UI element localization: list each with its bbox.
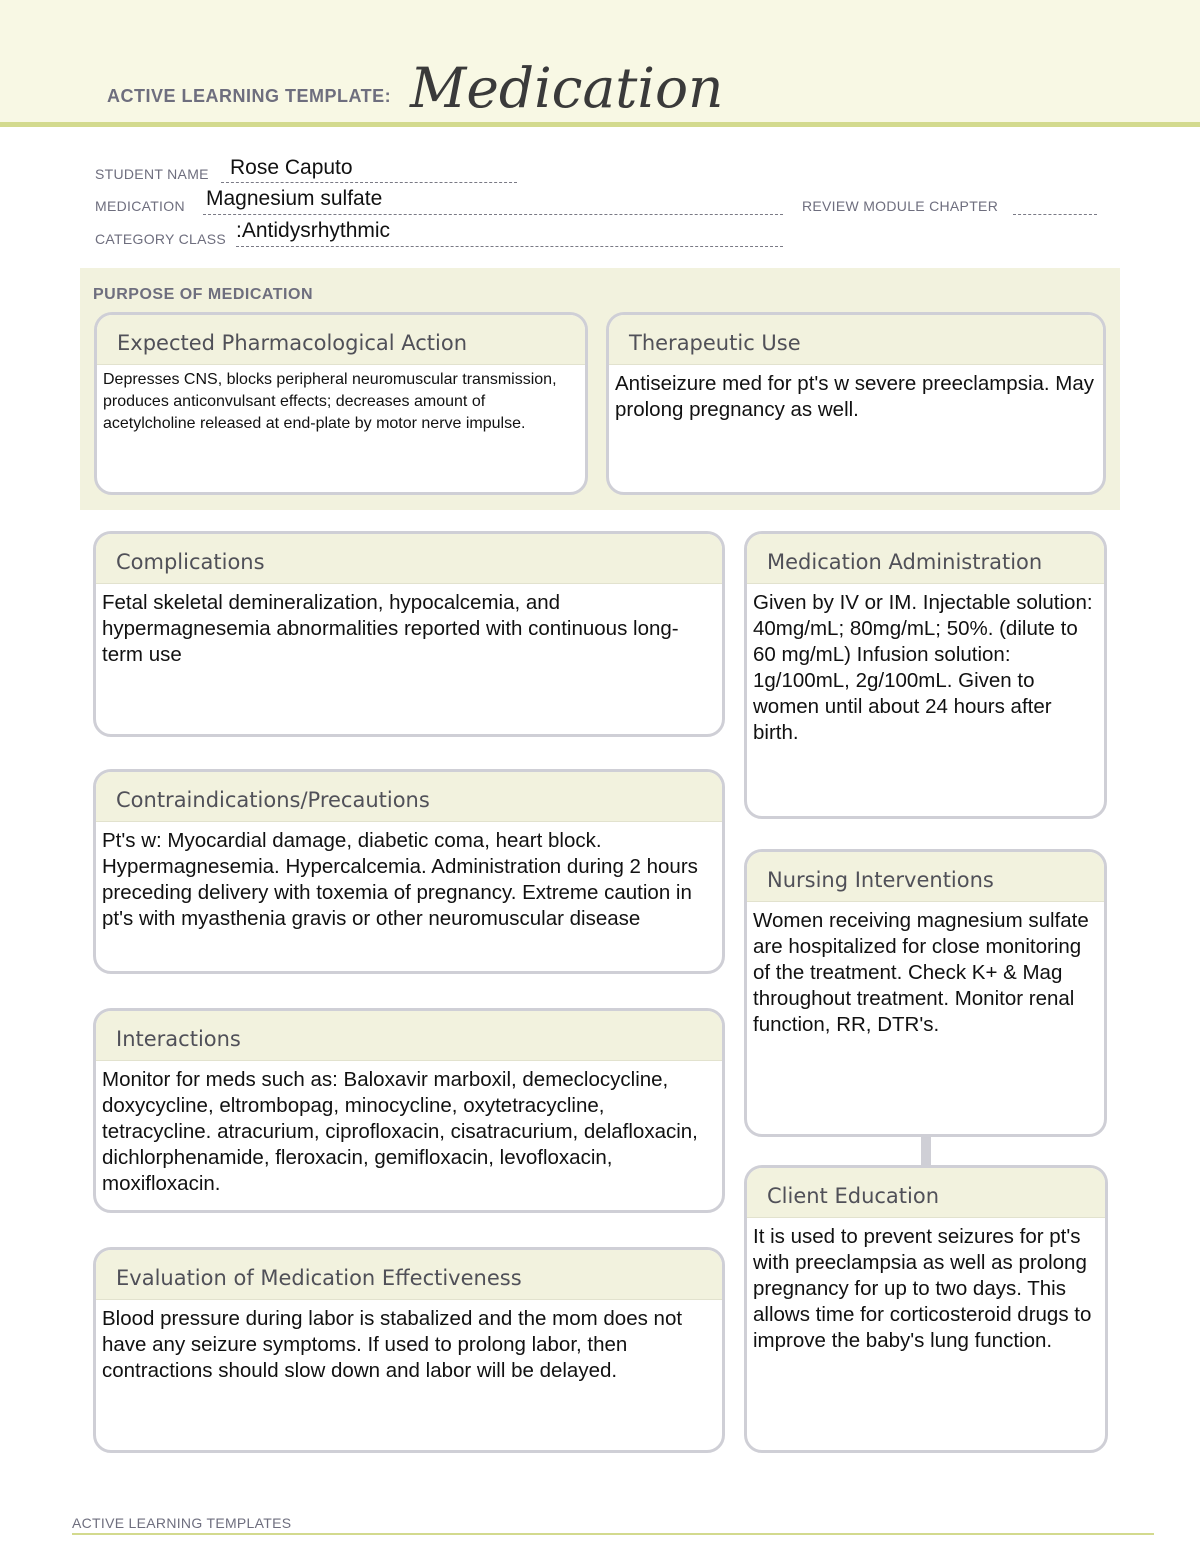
header-divider [0, 122, 1200, 127]
page-title: Medication [410, 56, 724, 120]
interactions-title: Interactions [96, 1011, 722, 1061]
review-module-label: REVIEW MODULE CHAPTER [802, 198, 999, 214]
client-education-text[interactable]: It is used to prevent seizures for pt's with preeclampsia as well as prolong pregnancy for up to two days. This allows time for corticosteroid drugs to improve the baby's lung function. [753, 1225, 1092, 1352]
expected-action-title: Expected Pharmacological Action [97, 315, 585, 365]
medication-field[interactable]: Magnesium sulfate [206, 187, 383, 210]
complications-text[interactable]: Fetal skeletal demineralization, hypocalcemia, and hypermagnesemia abnormalities reported with continuous long-term use [102, 591, 679, 666]
box-connector [921, 1135, 931, 1168]
contraindications-box [93, 769, 725, 974]
category-class-field[interactable]: :Antidysrhythmic [236, 219, 391, 242]
evaluation-text[interactable]: Blood pressure during labor is stabalized and the mom does not have any seizure symptoms. If used to prolong labor, then contractions should slow down and labor will be delayed. [102, 1307, 683, 1382]
evaluation-title: Evaluation of Medication Effectiveness [96, 1250, 722, 1300]
contraindications-title: Contraindications/Precautions [96, 772, 722, 822]
complications-title: Complications [96, 534, 722, 584]
category-class-line [236, 246, 783, 247]
category-class-label: CATEGORY CLASS [95, 231, 227, 247]
medication-administration-box [744, 531, 1107, 819]
medication-line [203, 214, 783, 215]
interactions-box [93, 1008, 725, 1213]
student-name-line [221, 182, 517, 183]
medication-administration-text[interactable]: Given by IV or IM. Injectable solution: 40mg/mL; 80mg/mL; 50%. (dilute to 60 mg/mL) Infusion solution: 1g/100mL, 2g/100mL. Given to women until about 24 hours after birth. [753, 591, 1093, 744]
student-name-label: STUDENT NAME [95, 166, 209, 182]
evaluation-box [93, 1247, 725, 1453]
nursing-interventions-title: Nursing Interventions [747, 852, 1104, 902]
expected-action-box [94, 312, 588, 495]
therapeutic-use-text[interactable]: Antiseizure med for pt's w severe preeclampsia. May prolong pregnancy as well. [615, 372, 1095, 421]
interactions-text[interactable]: Monitor for meds such as: Baloxavir marboxil, demeclocycline, doxycycline, eltrombopag, minocycline, oxytetracycline, tetracycline. atracurium, ciprofloxacin, cisatracurium, delafloxacin, dichlorphenamide, fleroxacin, gemifloxacin, levofloxacin, moxifloxacin. [102, 1068, 698, 1195]
contraindications-text[interactable]: Pt's w: Myocardial damage, diabetic coma, heart block. Hypermagnesemia. Hypercalcemia. Administration during 2 hours preceding delivery with toxemia of pregnancy. Extreme caution in pt's with myasthenia gravis or other neuromuscular disease [102, 829, 698, 930]
expected-action-text[interactable]: Depresses CNS, blocks peripheral neuromuscular transmission, produces anticonvulsant effects; decreases amount of acetylcholine released at end-plate by motor nerve impulse. [103, 371, 557, 432]
medication-label: MEDICATION [95, 198, 185, 214]
review-module-line [1013, 214, 1097, 215]
nursing-interventions-box [744, 849, 1107, 1137]
footer-label: ACTIVE LEARNING TEMPLATES [72, 1515, 292, 1531]
purpose-label: PURPOSE OF MEDICATION [93, 286, 313, 303]
therapeutic-use-title: Therapeutic Use [609, 315, 1103, 365]
client-education-box [744, 1165, 1108, 1453]
therapeutic-use-box [606, 312, 1106, 495]
nursing-interventions-text[interactable]: Women receiving magnesium sulfate are hospitalized for close monitoring of the treatment. Check K+ & Mag throughout treatment. Monitor renal function, RR, DTR's. [753, 909, 1089, 1036]
footer-divider [72, 1533, 1154, 1535]
student-name-field[interactable]: Rose Caputo [230, 156, 353, 179]
client-education-title: Client Education [747, 1168, 1105, 1218]
complications-box [93, 531, 725, 737]
template-label: ACTIVE LEARNING TEMPLATE: [107, 86, 392, 106]
medication-administration-title: Medication Administration [747, 534, 1104, 584]
